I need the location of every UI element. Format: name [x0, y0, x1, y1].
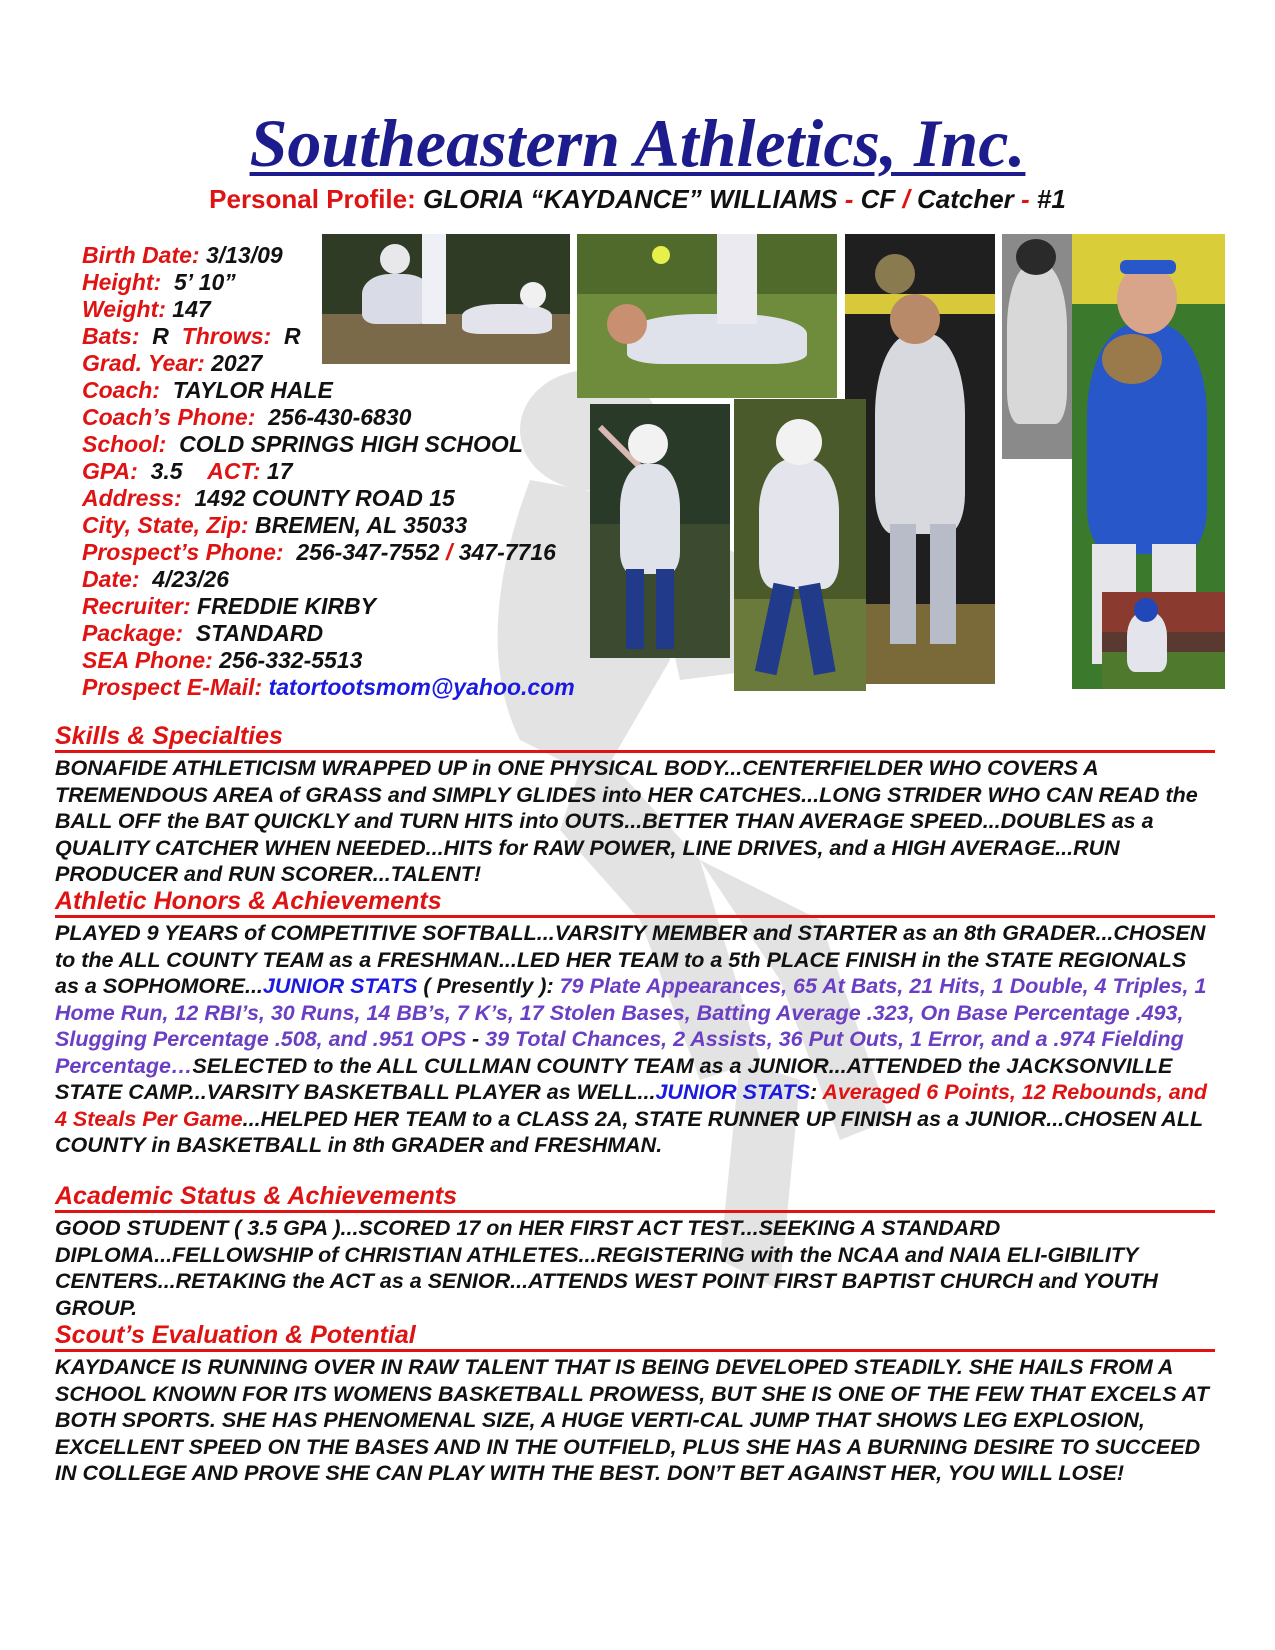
- field-label: Prospect’s Phone:: [82, 539, 284, 565]
- section-title: Academic Status & Achievements: [55, 1182, 1215, 1213]
- field-label: ACT:: [207, 458, 261, 484]
- position-primary: CF: [860, 184, 896, 214]
- package-row: [82, 620, 575, 647]
- section-title: Scout’s Evaluation & Potential: [55, 1321, 1215, 1352]
- sea-phone-row: [82, 647, 575, 674]
- section-title: Athletic Honors & Achievements: [55, 887, 1215, 918]
- date-value: 4/23/26: [152, 566, 230, 592]
- jersey-number: #1: [1036, 184, 1066, 214]
- field-label: Grad. Year:: [82, 350, 205, 376]
- recruiter-value: FREDDIE KIRBY: [197, 593, 376, 619]
- academic-body: GOOD STUDENT ( 3.5 GPA )...SCORED 17 on HER FIRST ACT TEST...SEEKING A STANDARD DIPLOMA...FELLOWSHIP of CHRISTIAN ATHLETES...REGISTERING with the NCAA and NAIA ELI-GIBILITY CENTERS...RETAKING the ACT as a SENIOR...ATTENDS WEST POINT FIRST BAPTIST CHURCH and YOUTH GROUP.: [55, 1216, 1158, 1320]
- field-label: Height:: [82, 269, 162, 295]
- city-value: BREMEN, AL 35033: [254, 512, 468, 538]
- skills-body: BONAFIDE ATHLETICISM WRAPPED UP in ONE PHYSICAL BODY...CENTERFIELDER WHO COVERS A TREMENDOUS AREA of GRASS and SIMPLY GLIDES into HER CATCHES...LONG STRIDER WHO CAN READ the BALL OFF the BAT QUICKLY and TURN HITS into OUTS...BETTER THAN AVERAGE SPEED...DOUBLES as a QUALITY CATCHER WHEN NEEDED...HITS for RAW POWER, LINE DRIVES, and a HIGH AVERAGE...RUN PRODUCER and RUN SCORER...TALENT!: [55, 756, 1198, 886]
- coach-value: TAYLOR HALE: [172, 377, 333, 403]
- coach-phone-value: 256-430-6830: [268, 404, 412, 430]
- field-label: Date:: [82, 566, 140, 592]
- field-label: Throws:: [181, 323, 272, 349]
- gpa-act-row: [82, 458, 575, 485]
- school-value: COLD SPRINGS HIGH SCHOOL: [179, 431, 523, 457]
- weight-value: 147: [172, 296, 211, 322]
- player-name: GLORIA “KAYDANCE” WILLIAMS: [423, 184, 838, 214]
- field-label: Package:: [82, 620, 184, 646]
- sea-phone-value: 256-332-5513: [219, 647, 363, 673]
- presently-text: ( Presently ):: [417, 974, 560, 998]
- field-label: City, State, Zip:: [82, 512, 249, 538]
- scout-section: [55, 1321, 1215, 1487]
- skills-section: [55, 722, 1215, 888]
- photo-bw-player: [1002, 234, 1072, 459]
- separator: -: [1013, 184, 1037, 214]
- photo-diving-catch: [577, 234, 837, 398]
- field-label: School:: [82, 431, 167, 457]
- field-label: Coach’s Phone:: [82, 404, 256, 430]
- personal-profile-line: [0, 184, 1275, 214]
- field-label: SEA Phone:: [82, 647, 213, 673]
- honors-text: SELECTED to the ALL CULLMAN COUNTY TEAM as a JUNIOR...ATTENDED the JACKSONVILLE STATE CAMP...VARSITY BASKETBALL PLAYER as WELL...: [55, 1053, 1173, 1104]
- coach-phone-row: [82, 404, 575, 431]
- field-label: Bats:: [82, 323, 140, 349]
- field-label: Weight:: [82, 296, 166, 322]
- softball-stats: 79 Plate Appearances, 65 At Bats, 21 Hits, 1 Double, 4 Triples, 1 Home Run, 12 RBI’s, 30 Runs, 14 BB’s, 7 K’s, 17 Stolen Bases, Batting Average .323, On Base Percentage .493, Slugging Percentage .508, and .951 OPS: [55, 974, 1207, 1051]
- junior-stats-label: JUNIOR STATS: [262, 974, 418, 998]
- email-row: [82, 674, 575, 701]
- honors-text: ...HELPED HER TEAM to a CLASS 2A, STATE RUNNER UP FINISH as a JUNIOR...CHOSEN ALL COUNTY in BASKETBALL in 8th GRADER and FRESHMAN.: [55, 1106, 1203, 1157]
- academic-section: [55, 1182, 1215, 1321]
- basketball-stats: Averaged 6 Points, 12 Rebounds, and 4 Steals Per Game: [55, 1080, 1208, 1131]
- coach-row: [82, 377, 575, 404]
- honors-text: PLAYED 9 YEARS of COMPETITIVE SOFTBALL...VARSITY MEMBER and STARTER as an 8th GRADER...CHOSEN to the ALL COUNTY TEAM as a FRESHMAN...LED HER TEAM to a 5th PLACE FINISH in the STATE REGIONALS as a SOPHOMORE...: [55, 921, 1206, 998]
- gpa-value: 3.5: [150, 458, 183, 484]
- package-value: STANDARD: [195, 620, 324, 646]
- junior-stats-label: JUNIOR STATS: [655, 1080, 810, 1104]
- honors-body: [55, 920, 1215, 1159]
- birth-date-value: 3/13/09: [205, 242, 283, 268]
- athletic-honors-section: [55, 887, 1215, 1159]
- date-row: [82, 566, 575, 593]
- prospect-phone-value: 256-347-7552: [296, 539, 440, 565]
- school-row: [82, 431, 575, 458]
- separator: /: [895, 184, 917, 214]
- recruiter-row: [82, 593, 575, 620]
- prospect-phone-alt-value: 347-7716: [458, 539, 556, 565]
- throws-value: R: [283, 323, 301, 349]
- field-label: Recruiter:: [82, 593, 191, 619]
- grad-year-value: 2027: [211, 350, 263, 376]
- field-label: Prospect E-Mail:: [82, 674, 263, 700]
- field-label: Coach:: [82, 377, 160, 403]
- position-secondary: Catcher: [916, 184, 1014, 214]
- profile-label: Personal Profile:: [209, 184, 416, 214]
- address-row: [82, 485, 575, 512]
- separator: -: [466, 1027, 486, 1051]
- field-label: GPA:: [82, 458, 138, 484]
- bats-value: R: [152, 323, 169, 349]
- separator: /: [445, 539, 453, 565]
- separator: -: [837, 184, 861, 214]
- photo-batting-swing: [1102, 592, 1225, 689]
- scout-body: KAYDANCE IS RUNNING OVER IN RAW TALENT THAT IS BEING DEVELOPED STEADILY. SHE HAILS FROM A SCHOOL KNOWN FOR ITS WOMENS BASKETBALL PROWESS, BUT SHE IS ONE OF THE FEW THAT EXCELS AT BOTH SPORTS. SHE HAS PHENOMENAL SIZE, A HUGE VERTI-CAL JUMP THAT SHOWS LEG EXPLOSION, EXCELLENT SPEED ON THE BASES AND IN THE OUTFIELD, PLUS SHE HAS A BURNING DESIRE TO SUCCEED IN COLLEGE AND PROVE SHE CAN PLAY WITH THE BEST. DON’T BET AGAINST HER, YOU WILL LOSE!: [55, 1355, 1209, 1485]
- field-label: Birth Date:: [82, 242, 200, 268]
- field-label: Address:: [82, 485, 182, 511]
- city-row: [82, 512, 575, 539]
- photo-batter-stance: [590, 404, 730, 658]
- address-value: 1492 COUNTY ROAD 15: [194, 485, 455, 511]
- email-link[interactable]: tatortootsmom@yahoo.com: [268, 674, 575, 700]
- photo-running: [734, 399, 866, 691]
- act-value: 17: [266, 458, 293, 484]
- section-title: Skills & Specialties: [55, 722, 1215, 753]
- separator: :: [809, 1080, 823, 1104]
- company-title: Southeastern Athletics, Inc.: [249, 105, 1026, 181]
- height-value: 5’ 10”: [174, 269, 236, 295]
- photo-fence-catch: [845, 234, 995, 684]
- fielding-stats: 39 Total Chances, 2 Assists, 36 Put Outs, 1 Error, and a .974 Fielding Percentage…: [55, 1027, 1184, 1078]
- prospect-phone-row: [82, 539, 575, 566]
- photo-slide-tag: [322, 234, 570, 364]
